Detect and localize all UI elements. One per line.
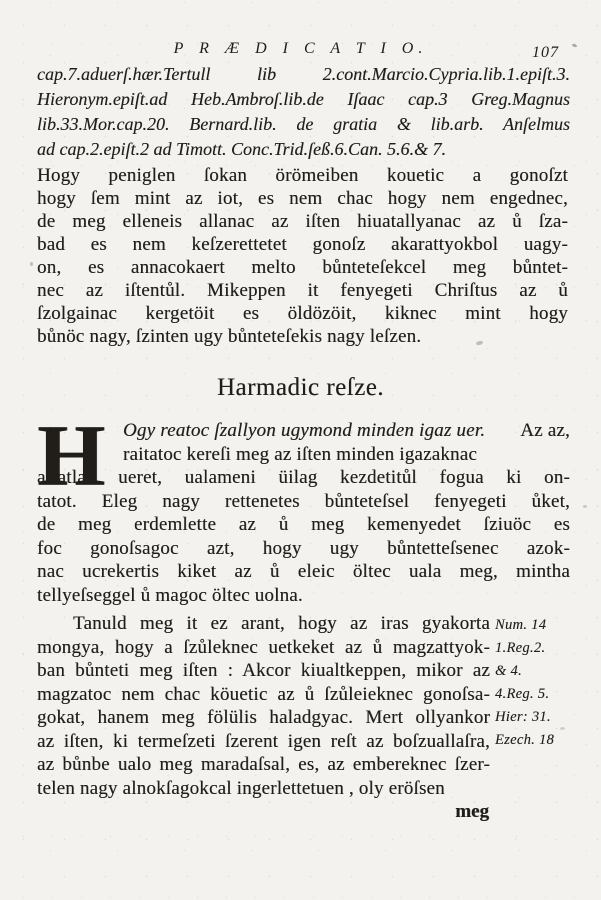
body-line: gokat, hanem meg fölülis haladgyac. Mert ollyankor — [37, 707, 490, 728]
body-line: Hogy peniglen ſokan örömeiben kouetic a gonoſzt — [37, 165, 568, 186]
body-line: foc gonoſsagoc azt, hogy ugy bůntetteſsenec azok- — [37, 537, 570, 559]
running-header — [0, 40, 601, 64]
section-heading: Harmadic reſze. — [216, 374, 385, 401]
incipit-italic: Ogy reatoc ſzallyon ugymond minden igaz uer. — [123, 420, 486, 441]
body-line: tatot. Eleg nagy rettenetes bůnteteſsel fenyegeti ůket, — [37, 490, 570, 512]
body-line: magzatoc nem chac köuetic az ů ſzůleieknec gonoſsa- — [37, 683, 490, 705]
paragraph-1 — [37, 164, 568, 348]
body-line: tellyeſseggel ů magoc öltec uolna. — [37, 584, 303, 606]
body-line: az iſten, ki termeſzeti ſzerent igen reſt az boſzuallaſra, — [37, 730, 490, 752]
body-line: telen nagy alnokſagokcal ingerlettetuen , oly eröſsen — [37, 777, 445, 799]
body-line: hogy ſem mint az iot, es nem chac hogy nem engednec, — [37, 188, 568, 209]
body-line: az bůnbe ualo meg maradaſsal, es, az embereknec ſzer- — [37, 754, 490, 775]
drop-cap-initial: H — [37, 408, 106, 505]
running-title: P R Æ D I C A T I O. — [173, 40, 428, 57]
ink-speck — [30, 262, 33, 266]
margin-note: Ezech. 18 — [495, 732, 555, 748]
body-line: ban bůnteti meg iſten : Akcor kiualtkeppen, mikor az — [37, 660, 490, 681]
body-line: raitatoc kereſi meg az iſten minden igazaknac — [123, 443, 477, 465]
page-number: 107 — [532, 44, 559, 61]
body-line: artatlan ueret, ualameni üilag kezdetitůl fogua ki on- — [37, 467, 570, 488]
citation-line: lib.33.Mor.cap.20. Bernard.lib. de gratia & lib.arb. Anſelmus — [37, 114, 570, 134]
citation-line: ad cap.2.epiſt.2 ad Timott. Conc.Trid.ſeß.6.Can. 5.6.& 7. — [37, 139, 447, 159]
body-line — [123, 419, 570, 443]
paragraph-2 — [37, 408, 570, 607]
body-line: bad es nem keſzerettetet gonoſz akarattyokbol uagy- — [37, 234, 568, 255]
citation-line: Hieronym.epiſt.ad Heb.Ambroſ.lib.de Iſaac cap.3 Greg.Magnus — [37, 89, 570, 109]
body-line: nac ucrekertis kiket az ů eleic öltec uala meg, mintha — [37, 561, 570, 582]
ink-speck — [583, 505, 587, 508]
paragraph-3 — [37, 612, 490, 800]
margin-note: Hier: 31. — [495, 709, 551, 725]
margin-notes — [495, 614, 595, 752]
incipit-roman: Az az, — [520, 420, 570, 441]
body-line: nec az iſtentůl. Mikeppen it fenyegeti Chriſtus az ů — [37, 280, 568, 301]
body-line: mongya, hogy a ſzůleknec uetkeket az ů magzattyok- — [37, 636, 490, 658]
margin-note: Num. 14 — [495, 617, 547, 633]
body-line: bůnöc nagy, ſzinten ugy bůnteteſekis nagy leſzen. — [37, 326, 422, 347]
body-line: on, es annacokaert melto bůnteteſekcel meg bůntet- — [37, 257, 568, 278]
citation-line: cap.7.aduerſ.hær.Tertull lib 2.cont.Marcio.Cypria.lib.1.epiſt.3. — [37, 64, 570, 84]
body-line: de meg erdemlette az ů meg kemenyedet ſziuöc es — [37, 514, 570, 535]
ink-speck — [560, 727, 565, 730]
margin-note: 1.Reg.2. — [495, 640, 546, 656]
margin-note: & 4. — [495, 663, 522, 679]
body-line: ſzolgainac kergetöit es öldözöit, kiknec mint hogy — [37, 303, 568, 324]
margin-note: 4.Reg. 5. — [495, 686, 550, 702]
catchword: meg — [455, 801, 489, 822]
citation-block — [37, 62, 570, 162]
body-line: Tanuld meg it ez arant, hogy az iras gyakorta — [73, 613, 490, 634]
body-line: de meg elleneis allanac az iſten hiuatallyanac az ů ſza- — [37, 211, 568, 232]
